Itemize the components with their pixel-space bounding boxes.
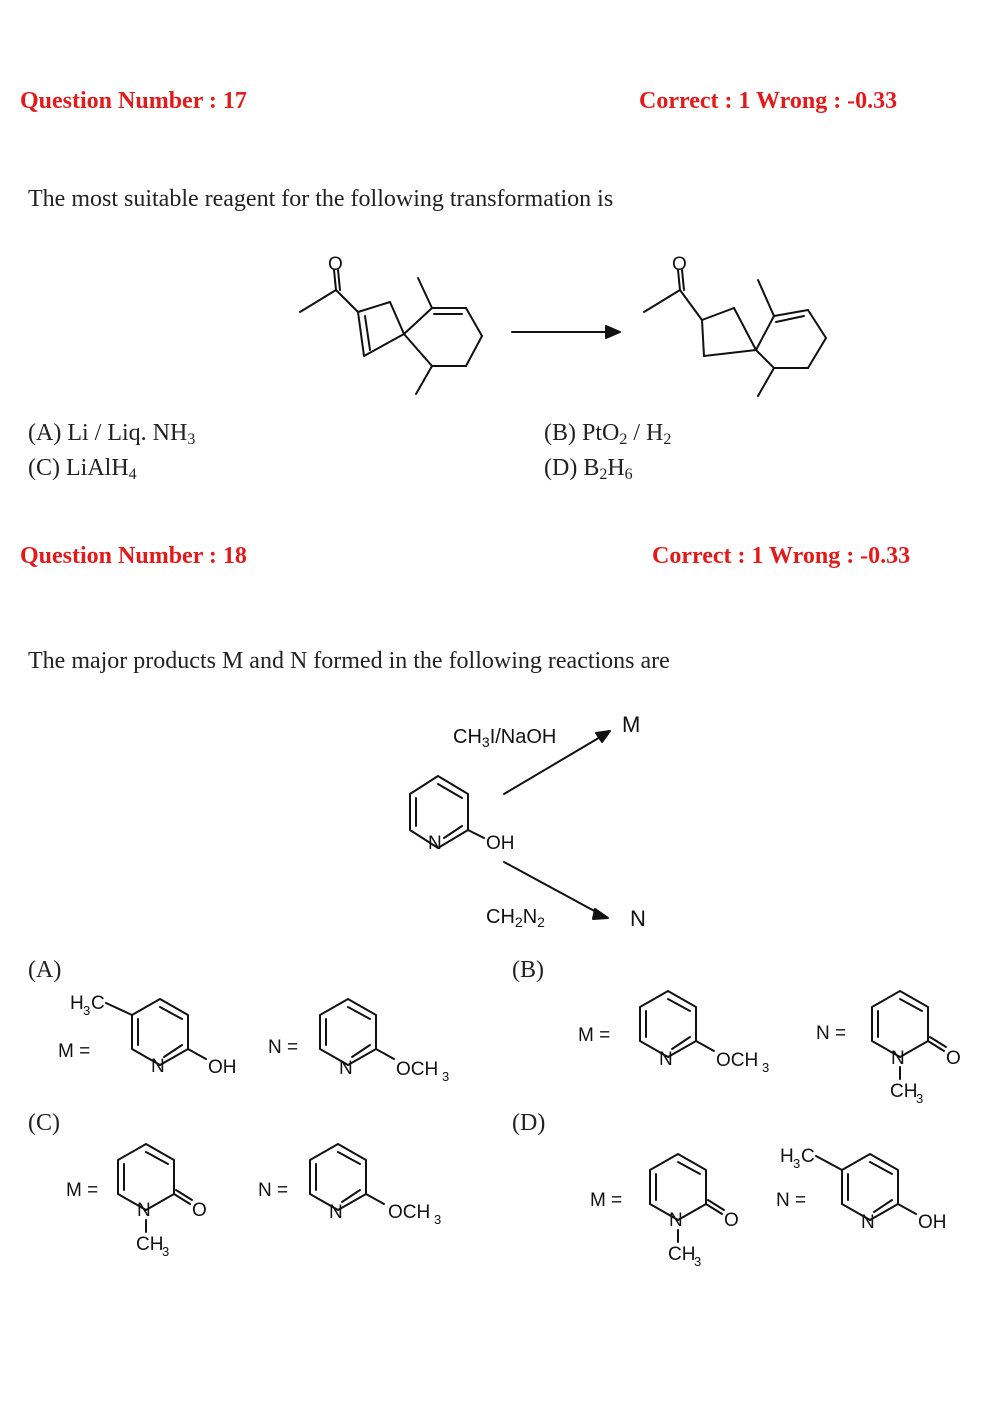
- opt-a-h3c-sub: 3: [83, 1003, 91, 1018]
- opt-d-h3c-h: H: [780, 1146, 794, 1167]
- opt-c-m-ch-sub: 3: [162, 1244, 170, 1259]
- opt-a-n-n: N: [339, 1058, 353, 1079]
- q18-option-c-structures: [60, 1136, 460, 1261]
- opt-c-m-o: O: [192, 1200, 207, 1221]
- q17-reactant-structure: [290, 250, 490, 400]
- opt-a-h3c-h: H: [70, 993, 84, 1014]
- opt-a-n-och: OCH: [396, 1059, 439, 1080]
- q18-option-b-structures: [570, 985, 980, 1110]
- q18-option-c-label[interactable]: (C): [28, 1110, 60, 1136]
- q17-option-b[interactable]: (B) $PtO_2 / H_2$: [544, 420, 672, 448]
- q17-reaction-arrow: [508, 322, 624, 342]
- opt-a-m-oh: OH: [208, 1057, 237, 1078]
- question-number-18: Question Number : 18: [20, 543, 247, 569]
- question-number-17: Question Number : 17: [20, 88, 247, 114]
- opt-a-n-och-sub: 3: [442, 1069, 450, 1084]
- opt-d-m-ch-sub: 3: [694, 1254, 702, 1269]
- q17-product-oxygen: O: [672, 254, 687, 275]
- q18-option-d-label[interactable]: (D): [512, 1110, 546, 1136]
- q18-option-d-structures: [586, 1140, 986, 1275]
- opt-a-n-eq: N =: [268, 1037, 299, 1058]
- opt-b-m-och-sub: 3: [762, 1060, 770, 1075]
- reagent-ch3i-naoh: $CH_3I$/NaOH: [453, 726, 557, 750]
- reactant-n-atom: N: [428, 833, 442, 854]
- q18-reactant-2-hydroxypyridine: [400, 720, 630, 930]
- opt-c-n-eq: N =: [258, 1180, 289, 1201]
- opt-c-m-ch: CH: [136, 1234, 164, 1255]
- opt-b-n-ch: CH: [890, 1081, 918, 1102]
- q17-option-c[interactable]: (C) LiAlH$_4$: [28, 455, 137, 483]
- opt-b-m-och: OCH: [716, 1050, 759, 1071]
- opt-d-n-eq: N =: [776, 1190, 807, 1211]
- opt-a-m-eq: M =: [58, 1041, 91, 1062]
- opt-b-m-eq: M =: [578, 1025, 611, 1046]
- opt-d-h3c-sub: 3: [793, 1156, 801, 1171]
- q18-option-a-label[interactable]: (A): [28, 957, 62, 983]
- opt-c-m-n: N: [137, 1200, 151, 1221]
- opt-a-m-n: N: [151, 1056, 165, 1077]
- opt-d-h3c-c: C: [801, 1146, 815, 1167]
- opt-c-m-eq: M =: [66, 1180, 99, 1201]
- q17-option-a[interactable]: (A) Li / Liq. $NH_3$: [28, 420, 196, 448]
- opt-d-m-ch: CH: [668, 1244, 696, 1265]
- opt-b-n-eq: N =: [816, 1023, 847, 1044]
- marks-scheme-18: Correct : 1 Wrong : -0.33: [652, 543, 911, 569]
- question-17-prompt: The most suitable reagent for the following transformation is: [28, 186, 614, 212]
- reactant-oh-group: OH: [486, 833, 515, 854]
- question-18-prompt: The major products M and N formed in the following reactions are: [28, 648, 670, 674]
- q18-option-a-structures: [50, 985, 470, 1095]
- opt-c-n-och: OCH: [388, 1202, 431, 1223]
- reagent-ch2n2: $CH_2N_2$: [486, 906, 545, 930]
- q17-reactant-oxygen: O: [328, 254, 343, 275]
- q17-option-d[interactable]: (D) $B_2H_6$: [544, 455, 633, 483]
- opt-c-n-n: N: [329, 1202, 343, 1223]
- opt-b-n-n: N: [891, 1048, 905, 1069]
- opt-d-n-n: N: [861, 1212, 875, 1233]
- opt-b-m-n: N: [659, 1049, 673, 1070]
- product-m-label: M: [622, 712, 641, 737]
- product-n-label: N: [630, 906, 646, 931]
- opt-c-n-och-sub: 3: [434, 1212, 442, 1227]
- q18-option-b-label[interactable]: (B): [512, 957, 544, 983]
- opt-d-m-eq: M =: [590, 1190, 623, 1211]
- opt-b-n-o: O: [946, 1048, 961, 1069]
- opt-b-n-ch-sub: 3: [916, 1091, 924, 1106]
- q17-product-structure: [634, 250, 834, 400]
- opt-d-m-o: O: [724, 1210, 739, 1231]
- opt-a-h3c-c: C: [91, 993, 105, 1014]
- opt-d-n-oh: OH: [918, 1212, 947, 1233]
- opt-d-m-n: N: [669, 1210, 683, 1231]
- marks-scheme-17: Correct : 1 Wrong : -0.33: [639, 88, 898, 114]
